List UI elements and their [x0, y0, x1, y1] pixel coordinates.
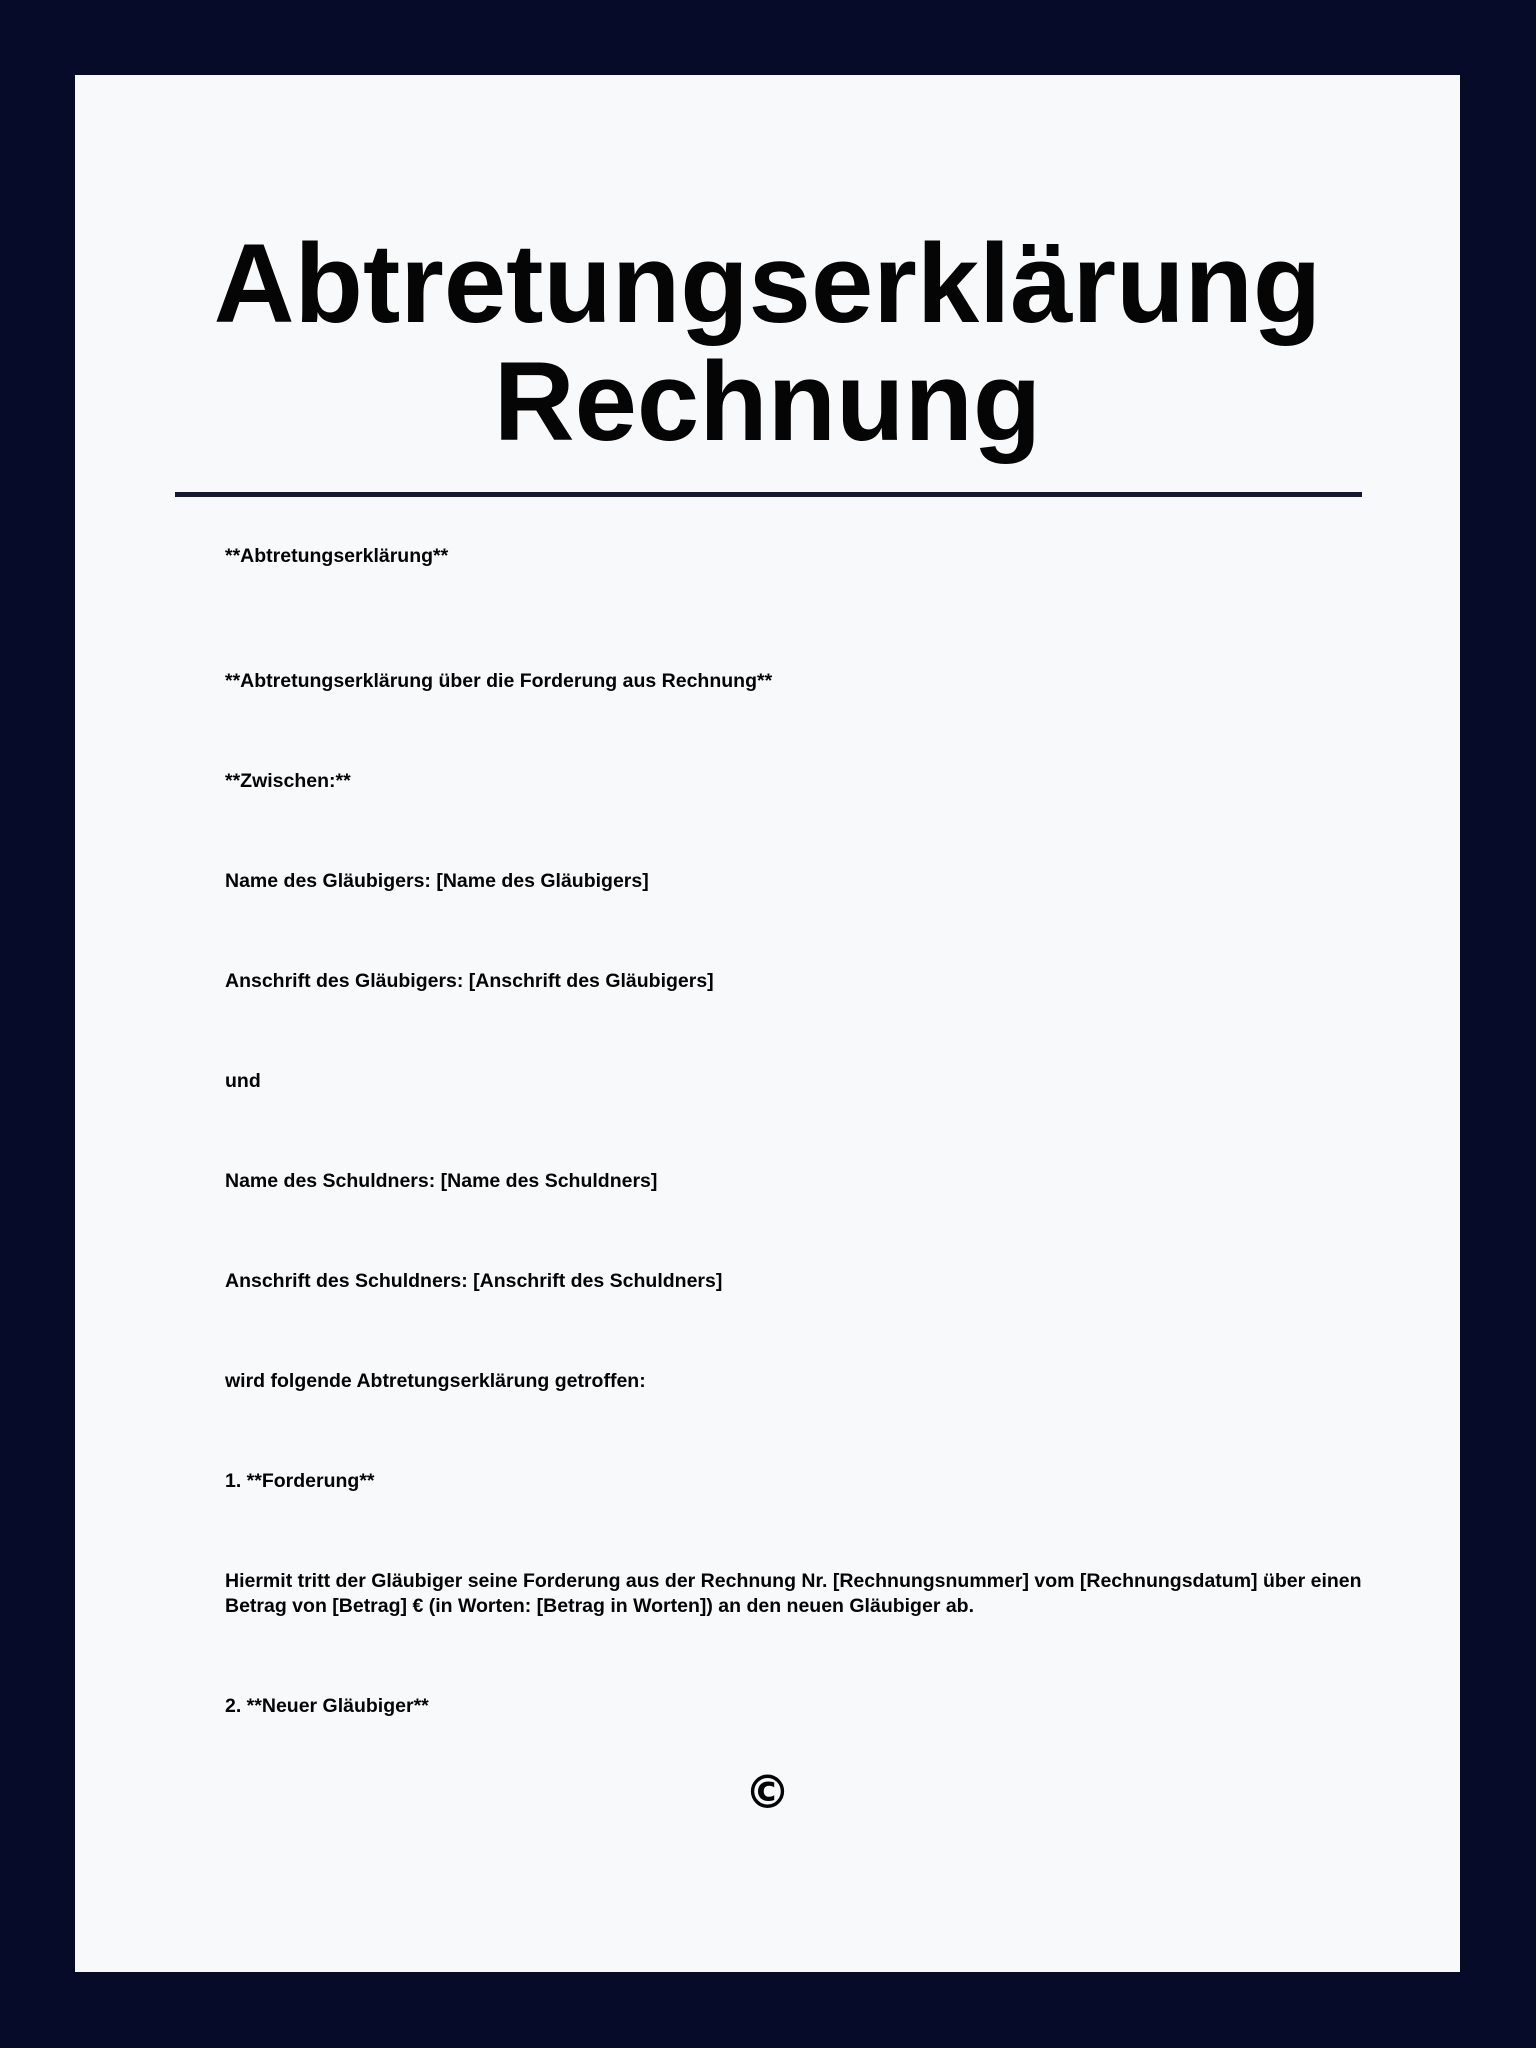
document-subheading: **Abtretungserklärung über die Forderung aus Rechnung**: [225, 670, 773, 692]
debtor-name-line: Name des Schuldners: [Name des Schuldners]: [225, 1170, 658, 1192]
debtor-address-line: Anschrift des Schuldners: [Anschrift des Schuldners]: [225, 1270, 723, 1292]
title-divider: [175, 492, 1362, 497]
clause-2-heading: 2. **Neuer Gläubiger**: [225, 1695, 429, 1717]
section-heading: **Abtretungserklärung**: [225, 545, 449, 567]
copyright-icon: ©: [744, 1765, 791, 1819]
creditor-name-line: Name des Gläubigers: [Name des Gläubigers]: [225, 870, 649, 892]
clause-1-text: Hiermit tritt der Gläubiger seine Forderung aus der Rechnung Nr. [Rechnungsnummer] vom [Rechnungsdatum] über einen Betrag von [Betrag] € (in Worten: [Betrag in Worten]) an den neuen Gläubiger ab.: [225, 1570, 1362, 1617]
conjunction-line: und: [225, 1070, 261, 1092]
document-title: [75, 221, 1460, 464]
creditor-address-line: Anschrift des Gläubigers: [Anschrift des Gläubigers]: [225, 970, 714, 992]
parties-heading: **Zwischen:**: [225, 770, 351, 792]
clause-1-heading: 1. **Forderung**: [225, 1470, 375, 1492]
title-line-1: Abtretungserklärung: [213, 221, 1322, 346]
document-page: [75, 75, 1460, 1972]
agreement-intro-line: wird folgende Abtretungserklärung getroffen:: [225, 1370, 646, 1392]
title-line-2: Rechnung: [493, 339, 1042, 464]
